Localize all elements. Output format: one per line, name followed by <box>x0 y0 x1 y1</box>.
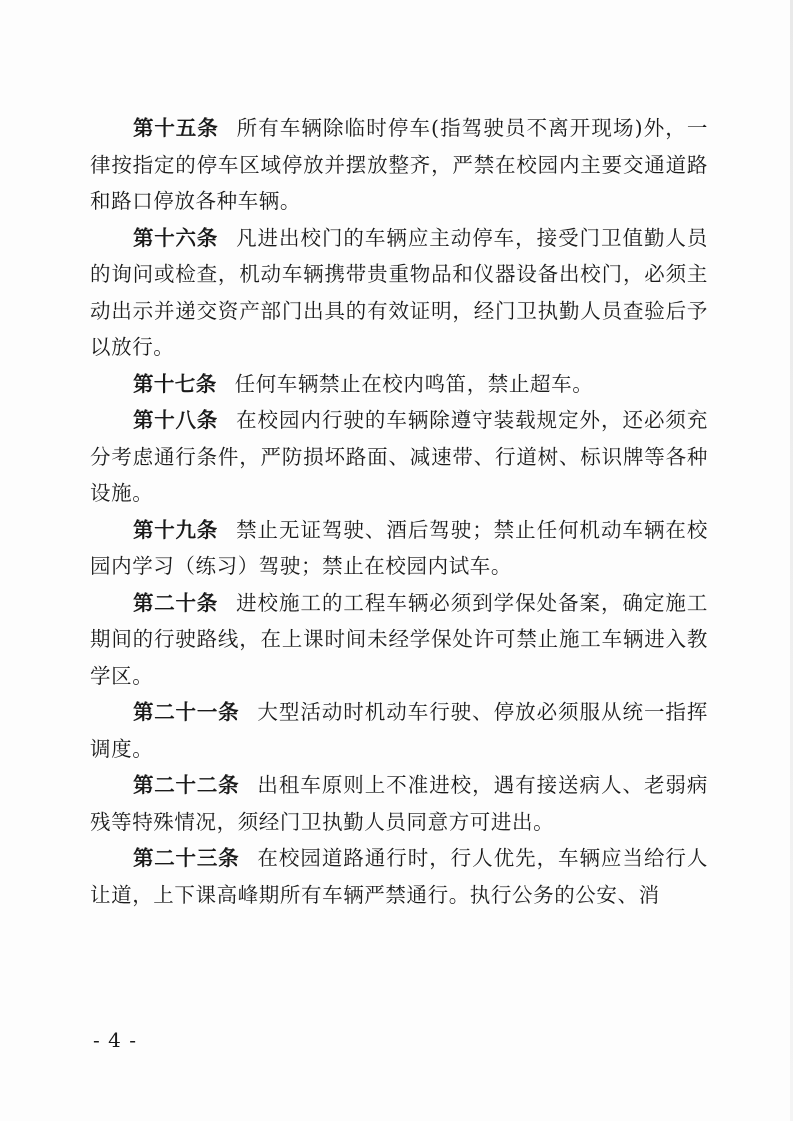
article-16 <box>90 220 708 366</box>
article-15 <box>90 110 708 220</box>
article-text: 大型活动时机动车行驶、停放必须服从统一指挥调度。 <box>90 700 709 761</box>
article-text: 凡进出校门的车辆应主动停车，接受门卫值勤人员的询问或检查，机动车辆携带贵重物品和仪器设备出校门，必须主动出示并递交资产部门出具的有效证明，经门卫执勤人员查验后予以放行。 <box>90 225 708 359</box>
article-18 <box>90 402 708 512</box>
article-text: 在校园道路通行时，行人优先，车辆应当给行人让道，上下课高峰期所有车辆严禁通行。执行公务的公安、消 <box>90 846 709 907</box>
article-heading: 第十六条 <box>133 225 219 250</box>
article-22 <box>90 767 708 840</box>
article-text: 禁止无证驾驶、酒后驾驶；禁止任何机动车辆在校园内学习（练习）驾驶；禁止在校园内试车。 <box>90 517 708 578</box>
article-text: 所有车辆除临时停车(指驾驶员不离开现场)外，一律按指定的停车区域停放并摆放整齐，严禁在校园内主要交通道路和路口停放各种车辆。 <box>90 116 708 213</box>
article-19 <box>90 512 708 585</box>
article-heading: 第十七条 <box>133 371 217 396</box>
article-heading: 第二十二条 <box>133 773 240 797</box>
article-text: 进校施工的工程车辆必须到学保处备案，确定施工期间的行驶路线，在上课时间未经学保处许可禁止施工车辆进入教学区。 <box>90 590 708 688</box>
page-number: - 4 - <box>93 1028 137 1052</box>
article-heading: 第二十一条 <box>133 700 240 724</box>
article-17 <box>90 366 708 403</box>
article-text: 出租车原则上不准进校，遇有接送病人、老弱病残等特殊情况，须经门卫执勤人员同意方可进出。 <box>90 773 709 834</box>
article-heading: 第二十条 <box>133 590 219 615</box>
article-heading: 第二十三条 <box>133 846 240 870</box>
article-heading: 第十九条 <box>133 517 219 542</box>
article-heading: 第十五条 <box>133 116 219 140</box>
article-heading: 第十八条 <box>133 408 219 432</box>
article-20 <box>90 585 708 695</box>
article-text: 在校园内行驶的车辆除遵守装载规定外，还必须充分考虑通行条件，严防损坏路面、减速带、行道树、标识牌等各种设施。 <box>90 408 708 505</box>
article-text: 任何车辆禁止在校内鸣笛，禁止超车。 <box>234 371 594 396</box>
article-23 <box>90 840 708 913</box>
document-body <box>90 110 708 913</box>
article-21 <box>90 694 708 767</box>
